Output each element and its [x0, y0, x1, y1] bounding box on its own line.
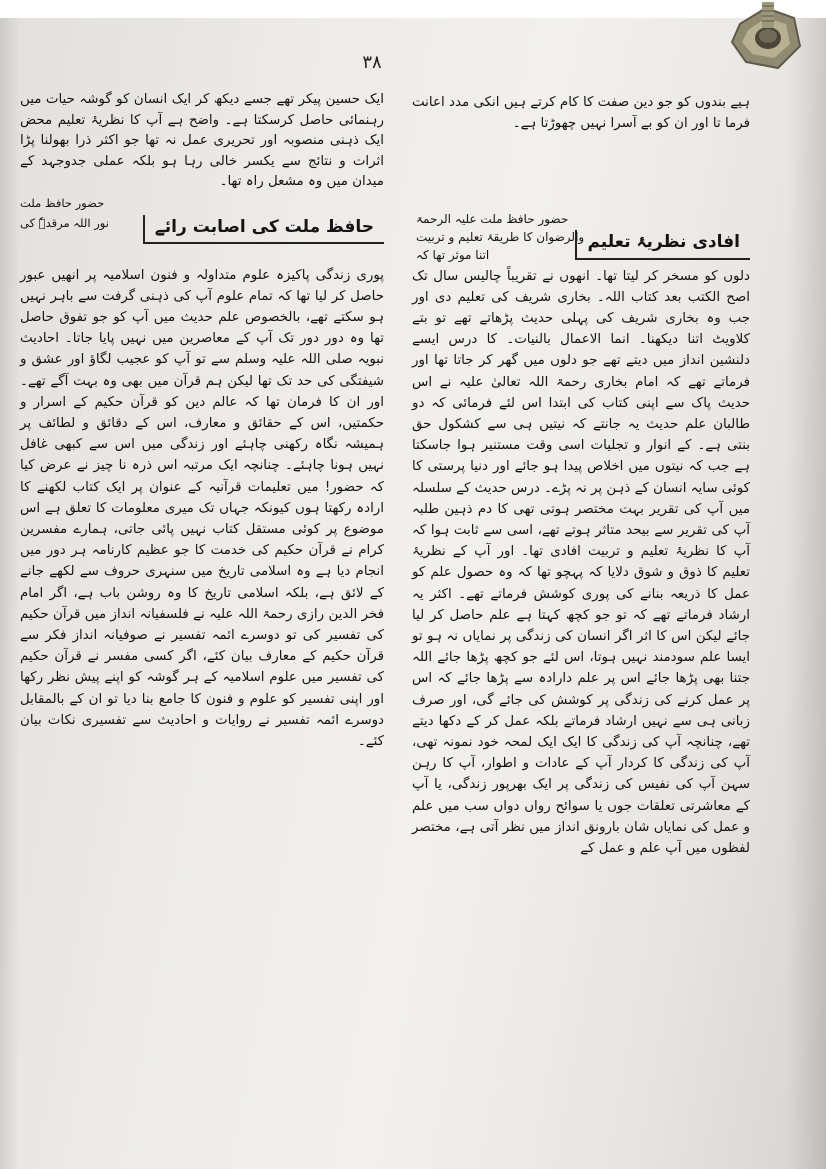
book-page: [0, 18, 826, 1169]
right-body-paragraph: دلوں کو مسخر کر لیتا تھا۔ انھوں نے تقریباً چالیس سال تک اصح الکتب بعد کتاب اللہ۔ بخاری شریف کی تعلیم دی اور جب وہ بخاری شریف کی پہلی حدیث پڑھاتے تھے تو بتے کلاویٹ اتنا دیکھنا۔ انما الاعمال بالنیات۔ کا درس ایسے دلنشین انداز میں دیتے تھے جو دلوں میں گھر کر جاتا تھا اور فرماتے تھے کہ امام بخاری رحمۃ اللہ تعالیٰ علیہ نے اس حدیث پاک سے اپنی کتاب کی ابتدا اس لئے فرمائی کہ دو طالبان علم حدیث یہ جانتے کہ نیتیں ہی سے کشکول حق بنتی ہے۔ کے انوار و تجلیات اسی وقت مستنیر ہوا جاسکتا ہے جب کہ نیتوں میں اخلاص پیدا ہو جائے اور دنیا پرستی کا کوئی سایہ انسان کے ذہن پر نہ پڑے۔ درس حدیث کے سلسلہ میں آپ کی تقریر بہت مختصر ہوتی تھی کا دم ذہین طلبہ آپ کی تقریر سے بیحد متاثر ہوتے تھے، اسی سے ثابت ہوا کہ آپ کا نظریۂ تعلیم و تربیت افادی تھا۔ اور آپ کے نظریۂ تعلیم کا ذوق و شوق دلایا کہ پہچو تھا کہ وہ حصول علم کو عمل کا ذریعہ بنانے کی پوری کوشش فرماتے تھے۔ اکثر یہ ارشاد فرماتے تھے کہ تو جو کچھ کہتا ہے علم حاصل کر لیا جائے لیکن اس کا اثر اگر انسان کی زندگی پر نمایاں نہ ہو تو ایسا علم سودمند نہیں ہوتا، اس لئے جو کچھ پڑھا جائے اللہ جتنا بھی پڑھا جائے اس پر علم دارادہ سے پڑھا جائے کہ اس پر عمل کرنے کی زندگی پر کوشش کی جائے گی، اور صرف زبانی ہی سے نہیں ارشاد فرماتے بلکہ عمل کر کے دکھا دیتے تھے، چنانچہ آپ کی زندگی کا ایک ایک لمحہ خود نمونہ تھی، آپ کی زندگی کا کردار آپ کے عادات و اطوار، آپ کا رہن سہن آپ کی نفیس کی زندگی پر ایک بھرپور زندگی، یا آپ کے معاشرتی تعلقات جوں یا سوائح رواں دواں سب میں علم و عمل کی نمایاں شان بارونق انداز میں نظر آتی ہے، مختصر لفظوں میں آپ علم و عمل کے: [412, 268, 750, 857]
left-intro-paragraph: ایک حسین پیکر تھے جسے دیکھ کر ایک انسان کو گوشہ حیات میں رہنمائی حاصل کرسکتا ہے۔ واضح ہے آپ کا نظریۂ تعلیم محض ایک ذہنی منصوبہ اور تحریری عمل نہ تھا جو اکثر ذرا بھولنا پڑا اثرات و نتائج سے یکسر خالی رہا ہو بلکہ عملی جدوجہد کے میدان میں وہ مشعل راہ تھا۔: [20, 92, 384, 189]
right-text-column: [412, 92, 750, 859]
left-heading-note: حضور حافظ ملت نور اللہ مرقدہٗ کی: [20, 195, 109, 230]
page-number: ۳۸: [362, 52, 382, 73]
left-body-paragraph: پوری زندگی پاکیزہ علوم متداولہ و فنون اسلامیہ پر انھیں عبور حاصل کر لیا تھا کہ تمام علوم آپ کی ذہنی گرفت سے باہر نہیں ہو سکتے تھے، بالخصوص علم حدیث میں آپ کو جو تفوق حاصل تھا وہ دور دور تک آپ کے معاصرین میں نہیں پایا جاتا۔ احادیث نبویہ صلی اللہ علیہ وسلم سے تو آپ کو عجیب لگاؤ اور عشق و شیفتگی کی حد تک تھا لیکن ہم قرآن میں بھی وہ بہت آگے تھے۔ اور ان کا فرمان تھا کہ عالم دین کو قرآن حکیم کے اسرار و حکمتیں، اس کے حقائق و معارف، اس کے دقائق و لطائف پر ہمیشہ نگاہ رکھنی چاہئے اور زندگی میں اس سے کبھی غافل نہیں ہونا چاہئے۔ چنانچہ ایک مرتبہ اس ذرہ نا چیز نے عرض کیا کہ حضور! میں تعلیمات قرآنیہ کے عنوان پر ایک کتاب لکھنے کا ارادہ رکھتا ہوں کیونکہ جہاں تک میری معلومات کا تعلق ہے اس موضوع پر کوئی مستقل کتاب نہیں پائی جاتی، ہمارے مفسرین کرام نے قرآن حکیم کی خدمت کا جو عظیم کارنامہ ہر دور میں انجام دیا ہے وہ اسلامی تاریخ میں سنہری حروف سے لکھے جانے کے لائق ہے، بلکہ اسلامی تاریخ کا وہ روشن باب ہے، اگر امام فخر الدین رازی رحمۃ اللہ علیہ نے فلسفیانہ انداز میں قرآن حکیم کی تفسیر کی تو دوسرے ائمہ تفسیر نے صوفیانہ انداز فکر سے قرآن حکیم کے معارف بیان کئے، اگر کسی مفسر نے قرآن حکیم کی تفسیر میں علوم اسلامیہ کے ہر گوشہ کو اپنے پیش نظر رکھا اور اپنی تفسیر کو علوم و فنون کا جامع بنا دیا تو ان کے بالمقابل دوسرے ائمہ تفسیر نے روایات و احادیث سے تفسیری نکات بیان کئے۔: [20, 267, 384, 749]
section-heading-isabat-raye: حافظ ملت کی اصابت رائے: [143, 215, 384, 244]
page-gutter-shadow: [0, 18, 20, 1169]
metal-nut-object: [726, 2, 806, 76]
section-heading-afadi-nazariya: افادی نظریۂ تعلیم: [575, 230, 750, 259]
right-heading-note: حضور حافظ ملت علیہ الرحمۃ والرضوان کا طریقۂ تعلیم و تربیت اتنا موثر تھا کہ: [416, 212, 585, 263]
right-intro-paragraph: ہیے بندوں کو جو دین صفت کا کام کرتے ہیں انکی مدد اعانت فرما تا اور ان کو بے آسرا نہیں چھوڑتا ہے۔: [412, 95, 750, 132]
page-edge-shadow: [786, 18, 826, 1169]
left-text-column: [20, 90, 384, 752]
left-heading-row: [20, 193, 384, 265]
